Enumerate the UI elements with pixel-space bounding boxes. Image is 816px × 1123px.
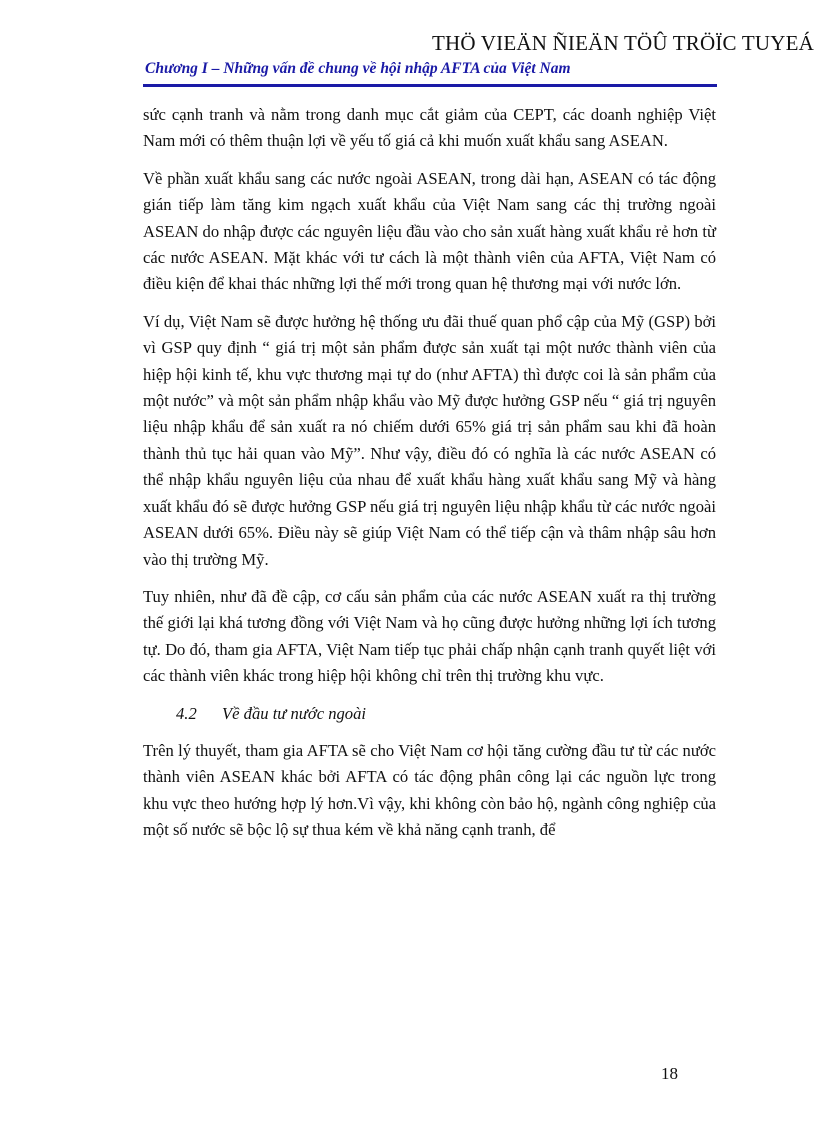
chapter-header: Chương I – Những vấn đề chung về hội nhập AFTA của Việt Nam [145,60,571,77]
page-number: 18 [661,1064,678,1083]
section-title: Về đầu tư nước ngoài [222,703,367,723]
section-heading [143,701,716,727]
section-number: 4.2 [176,703,197,723]
watermark-text: THÖ VIEÄN ÑIEÄN TÖÛ TRÖÏC TUYEÁ [431,31,814,55]
paragraph: Về phần xuất khẩu sang các nước ngoài ASEAN, trong dài hạn, ASEAN có tác động gián tiếp làm tăng kim ngạch xuất khẩu của Việt Nam sang các thị trường ngoài ASEAN do nhập được các nguyên liệu đầu vào cho sản xuất hàng xuất khẩu rẻ hơn từ các nước ASEAN. Mặt khác với tư cách là một thành viên của AFTA, Việt Nam có điều kiện để khai thác những lợi thế mới trong quan hệ thương mại với nước lớn. [143,168,716,294]
paragraph: Trên lý thuyết, tham gia AFTA sẽ cho Việt Nam cơ hội tăng cường đầu tư từ các nước thành viên ASEAN khác bởi AFTA có tác động phân công lại các nguồn lực trong khu vực theo hướng hợp lý hơn.Vì vậy, khi không còn bảo hộ, ngành công nghiệp của một số nước sẽ bộc lộ sự thua kém về khả năng cạnh tranh, để [143,740,716,840]
page-body [143,102,716,855]
paragraph: Tuy nhiên, như đã đề cập, cơ cấu sản phẩm của các nước ASEAN xuất ra thị trường thế giới lại khá tương đồng với Việt Nam và họ cũng được hưởng những lợi ích tương tự. Do đó, tham gia AFTA, Việt Nam tiếp tục phải chấp nhận cạnh tranh quyết liệt với các thành viên khác trong hiệp hội không chỉ trên thị trường khu vực. [143,586,716,686]
paragraph: sức cạnh tranh và nằm trong danh mục cắt giảm của CEPT, các doanh nghiệp Việt Nam mới có thêm thuận lợi về yếu tố giá cả khi muốn xuất khẩu sang ASEAN. [143,105,716,151]
paragraph: Ví dụ, Việt Nam sẽ được hưởng hệ thống ưu đãi thuế quan phổ cập của Mỹ (GSP) bởi vì GSP quy định “ giá trị một sản phẩm được sản xuất tại một nước thành viên của hiệp hội kinh tế, khu vực thương mại tự do (như AFTA) thì được coi là sản phẩm của một nước” và một sản phẩm nhập khẩu vào Mỹ được hưởng GSP nếu “ giá trị nguyên liệu nhập khẩu để sản xuất ra nó chiếm dưới 65% giá trị sản phẩm sau khi đã hoàn thành thủ tục hải quan vào Mỹ”. Như vậy, điều đó có nghĩa là các nước ASEAN có thể nhập khẩu nguyên liệu của nhau để xuất khẩu hàng xuất khẩu sang Mỹ và hàng xuất khẩu đó sẽ được hưởng GSP nếu giá trị nguyên liệu nhập khẩu từ các nước ngoài ASEAN dưới 65%. Điều này sẽ giúp Việt Nam có thể tiếp cận và thâm nhập sâu hơn vào thị trường Mỹ. [143,311,716,569]
header-rule [143,84,717,87]
